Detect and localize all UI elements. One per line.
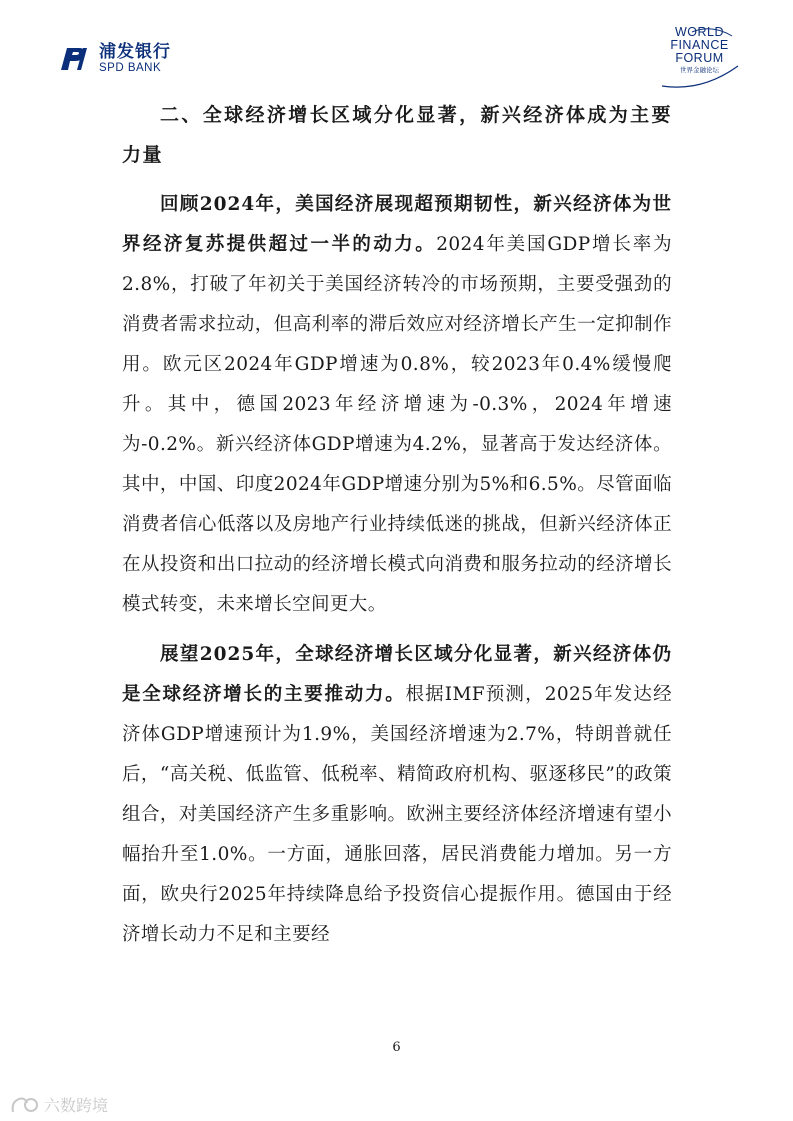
spd-logo-chinese: 浦发银行 [99,41,171,62]
forum-swoosh-icon [652,26,747,88]
page-number: 6 [392,1040,401,1055]
paragraph-lead: 回顾2024年，美国经济展现超预期韧性，新兴经济体为世界经济复苏提供超过一半的动力。 [122,194,672,255]
paragraph-review-2024 [122,185,672,625]
wff-chinese: 世界金融论坛 [680,66,719,74]
watermark [10,1093,108,1116]
world-finance-forum-logo [652,26,747,86]
paragraph-lead: 展望2025年，全球经济增长区域分化显著，新兴经济体仍是全球经济增长的主要推动力。 [122,644,672,705]
paragraph-body: 2024年美国GDP增长率为2.8%，打破了年初关于美国经济转冷的市场预期，主要受强劲的消费者需求拉动，但高利率的滞后效应对经济增长产生一定抑制作用。欧元区2024年GDP增速为0.8%，较2023年0.4%缓慢爬升。其中，德国2023年经济增速为-0.3%，2024年增速为-0.2%。新兴经济体GDP增速为4.2%，显著高于发达经济体。其中，中国、印度2024年GDP增速分别为5%和6.5%。尽管面临消费者信心低落以及房地产行业持续低迷的挑战，但新兴经济体正在从投资和出口拉动的经济增长模式向消费和服务拉动的经济增长模式转变，未来增长空间更大。 [122,234,672,615]
document-body [122,95,672,955]
wff-line-3: FORUM [675,51,724,65]
paragraph-body: 根据IMF预测，2025年发达经济体GDP增速预计为1.9%，美国经济增速为2.7%，特朗普就任后，“高关税、低监管、低税率、精简政府机构、驱逐移民”的政策组合，对美国经济产生多重影响。欧洲主要经济体经济增速有望小幅抬升至1.0%。一方面，通胀回落，居民消费能力增加。另一方面，欧央行2025年持续降息给予投资信心提振作用。德国由于经济增长动力不足和主要经 [122,684,672,945]
spd-logo-english: SPD BANK [99,61,162,74]
wff-line-2: FINANCE [670,38,729,52]
wff-line-1: WORLD [674,25,725,39]
spd-bank-logo [57,42,197,76]
watermark-text: 六数跨境 [44,1096,109,1115]
paragraph-outlook-2025 [122,635,672,955]
page-header [0,0,793,100]
spd-logo-icon [57,44,93,74]
watermark-logo-icon [10,1094,40,1116]
section-heading: 二、全球经济增长区域分化显著，新兴经济体成为主要力量 [122,104,672,166]
